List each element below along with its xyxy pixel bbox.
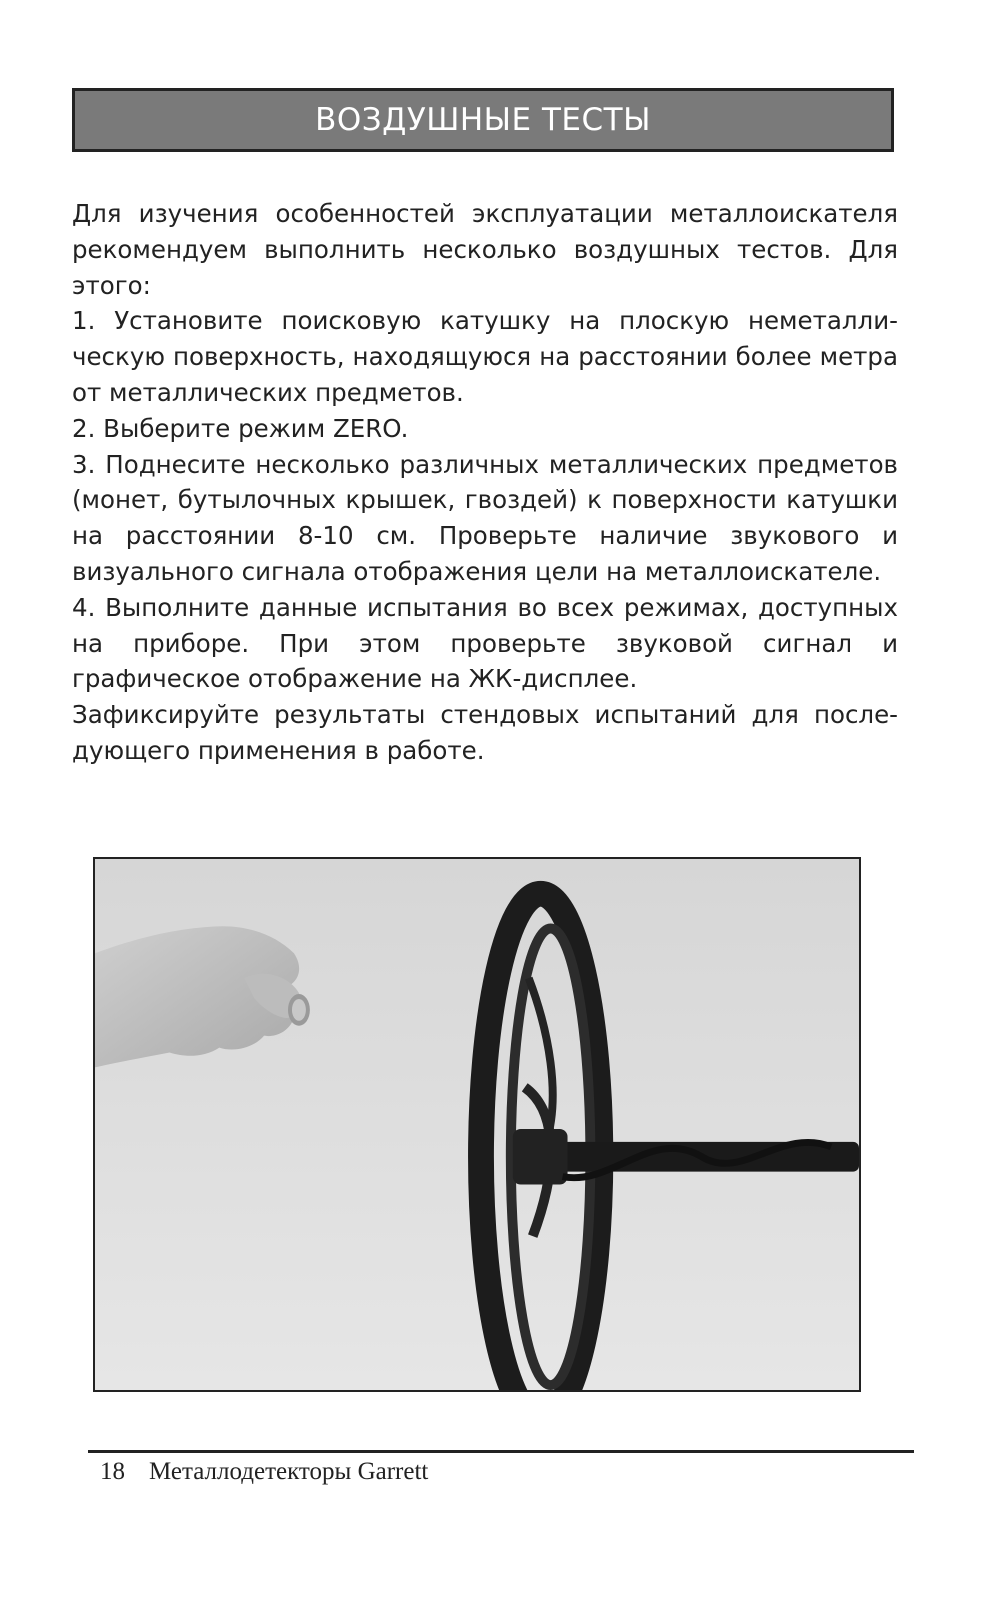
step-3: 3. Поднесите несколько различных металлических предметов (монет, бутылочных крышек, гвоздей) к поверхности катушки на расстоянии 8-10 см. Проверьте наличие звукового и визуального сигнала отображения цели на металлоискателе. <box>72 449 898 586</box>
step-2: 2. Выберите режим ZERO. <box>72 413 409 443</box>
book-title: Металлодетекторы Garrett <box>149 1458 429 1485</box>
intro-paragraph: Для изучения особенностей эксплуатации металлоискателя рекомендуем выполнить несколько воздушных тестов. Для этого: <box>72 199 898 300</box>
step-1: 1. Установите поисковую катушку на плоскую неметаллическую поверхность, находящуюся на расстоянии более метра от металлических предметов. <box>72 306 898 407</box>
footer-rule <box>88 1450 914 1453</box>
page-footer <box>100 1458 428 1486</box>
section-title: ВОЗДУШНЫЕ ТЕСТЫ <box>315 102 651 138</box>
step-4: 4. Выполните данные испытания во всех режимах, доступных на приборе. При этом проверьте звуковой сигнал и графическое отображение на ЖК-дисплее. <box>72 592 898 694</box>
photo-illustration <box>95 859 859 1390</box>
section-title-box <box>72 88 894 152</box>
outro-paragraph: Зафиксируйте результаты стендовых испытаний для последующего применения в работе. <box>72 700 898 765</box>
page-number: 18 <box>100 1458 125 1485</box>
photo-coil-and-coin <box>93 857 861 1392</box>
body-text <box>72 196 898 769</box>
